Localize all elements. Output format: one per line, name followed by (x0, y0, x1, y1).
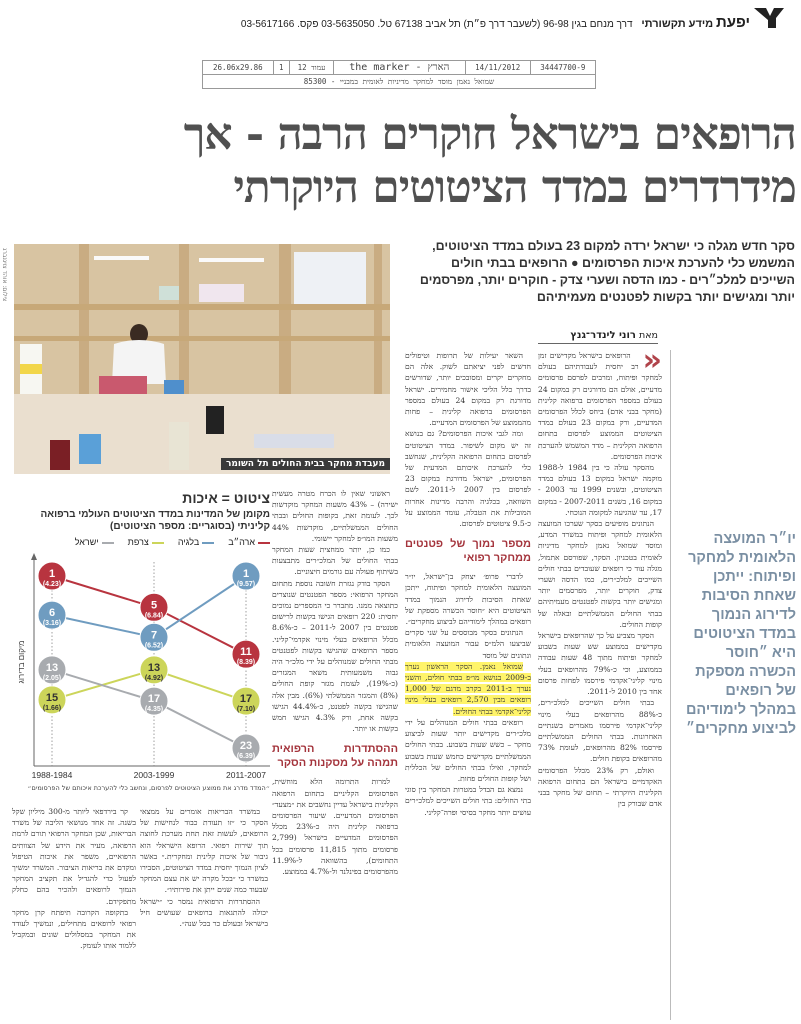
data-label-citations: (2.05) (42, 674, 62, 682)
chart-note: ״המדד מדרג את ממוצע הציטוטים לפרסום, ונחשב כלי להערכת איכותם של הפרסומים״ (27, 784, 270, 792)
x-tick-label: 1988-1984 (31, 770, 73, 780)
paragraph (405, 627, 531, 661)
data-label-citations: (9.57) (236, 581, 256, 588)
data-label-citations: (4.92) (144, 674, 164, 682)
byline (538, 330, 658, 344)
paragraph: הנתונים מופיעים בסקר שערכו המועצה הלאומית למחקר ופיתוח במשרד המדע, ומוסד שמואל נאמן למחקר מדיניות לאומית בטכניון. הסקר, שפורסם אתמול, מגלה עוד כי רופאים שעובדים בבתי חולים השייכים למלכ״רים, כמו הדסה ושערי צדק, חוקרים יותר, מפרסמים יותר ומגישים יותר בקשות לפטנטים מעמיתיהם בבתי החולים הממשלתיים ובאלה של קופות החולים. (538, 519, 662, 629)
clip-page: עמוד 12 (289, 61, 333, 75)
paragraph: ההסתדרות הרפואית נמסר כי ״ישראל יכולה להתגאות ברופאים שעושים חיל בישראל ובעולם כר בכל שנה״. (140, 896, 268, 929)
pull-quote: יו״ר המועצה הלאומית למחקר ופיתוח: ייתכן שאחת הסיבות לדירוג הנמוך במדד הציטוטים היא ״חוסר הכשרה מספקת של רופאים במהלך לימודיהם לביצוע מחקרים״ (685, 531, 796, 737)
data-label-citations: (1.66) (42, 704, 62, 712)
paragraph-highlighted (405, 661, 531, 717)
data-label-citations: (4.23) (42, 581, 62, 588)
clip-id: 34447700-9 (530, 61, 595, 75)
paragraph-text: הנתונים בסקר מבוססים על שני סקרים שביצעו הלמ״ס עבור המועצה הלאומית ונתונים של מוסד (405, 628, 531, 660)
article-column-3 (272, 488, 398, 1022)
legend-label: בלגיה (177, 537, 200, 547)
section-subheading-medical-association: ההסתדרות הרפואית תמהה על מסקנות הסקר (272, 743, 398, 770)
clip-size: 26.06x29.86 (203, 61, 274, 75)
legend-swatch (152, 542, 164, 544)
publication-name: the marker - הארץ (334, 61, 465, 75)
data-label-rank: 6 (48, 607, 56, 620)
article-column-4 (140, 806, 268, 1022)
contact-address: דרך מנחם בגין 96-98 (לשעבר דרך פ״ת) תל אביב 67138 טל. 03-5635050 פקס. 03-5617166 (240, 19, 633, 30)
column-divider (670, 350, 671, 1020)
data-label-rank: 1 (48, 568, 56, 580)
paragraph: כמו כן, יותר ממחצית שעות המחקר בבתי החולים של המלכ״רים מתבצעות בשיתוף פעולה עם גורמים חיצוניים. (272, 545, 398, 577)
chart-legend (14, 536, 270, 548)
article-column-2 (405, 350, 531, 1022)
legend-swatch (102, 542, 114, 544)
clipping-service-header (150, 14, 750, 31)
data-label-rank: 11 (240, 646, 252, 659)
y-axis-arrow-icon (31, 553, 37, 560)
data-label-rank: 15 (45, 691, 59, 704)
chart-title: ציטוט = איכות (182, 490, 270, 506)
brand-name: יפעת (715, 14, 750, 31)
paragraph: הסקר בודק נגזרת חשובה נוספת מתחום המחקר הרפואי: מספר הפטנטים שנוצרים כתוצאה ממנו. מתברר כי המספרים נמוכים יחסית: 220 רופאים הגישו בקשות לרישום פטנטים בין 2007 ל-2011 – כ-8.6% מכלל הרופאים בעלי מינוי אקדמי־קליני. מספר הרופאים שהגישו בקשות לפטנטים מבתי החולים שמנוהלים על ידי מלכ״ר היה גבוה משמעותית משאר המגזרים (כ-19%), לעומת מגזר קופת החולים (8%) והמגזר הממשלתי (6%). מבין אלה שהגישו בקשה לפטנט, כ-44.4% הגישו בקשה אחת, ורק 4.3% הגישו חמש בקשות או יותר. (272, 578, 398, 734)
legend-item (128, 537, 164, 547)
paragraph: נמצא גם הבדל במטרות המחקר בין סוגי בתי החולים: בתי חולים השייכים למלכ״רים עושים יותר מחקר בסיסי ופרה־קליני. (405, 785, 531, 817)
paragraph: בתקופה הקרובה תיפתח קרן מחקר רפואי לרופאים מתחילים, ונמשיך לעודד את המחקר במסלולים שונים ובמקביל ללמוד אותו לעומק. (12, 907, 136, 951)
legend-item (228, 537, 270, 547)
headline-line-1: הרופאים בישראל חוקרים הרבה - אך (183, 109, 796, 160)
clipping-metadata-table (202, 60, 596, 89)
yifat-logo-icon (752, 6, 786, 30)
clip-date: 14/11/2012 (465, 61, 530, 75)
clip-count: 1 (273, 61, 289, 75)
ranking-chart (14, 552, 270, 782)
quote-chevrons-icon: « (642, 350, 662, 378)
paragraph: בבתי חולים השייכים למלכ״רים, כ-88% מהרופאים בעלי מינוי קליני־אקדמי פירסמו מאמרים בשנתיים האחרונות. בבתי החולים הממשלתיים פירסמו 82% מהרופאים, לעומת 73% מהרופאים בקופת חולים. (538, 698, 662, 764)
data-label-rank: 5 (150, 599, 158, 612)
data-label-citations: (6.52) (144, 642, 164, 650)
legend-item (178, 537, 214, 547)
legend-swatch (202, 542, 214, 544)
data-label-rank: 17 (239, 693, 253, 706)
article-column-1 (538, 350, 662, 1022)
y-axis-label: מיקום בדירוג (17, 640, 26, 684)
article-subhead: סקר חדש מגלה כי ישראל ירדה למקום 23 בעולם במדד הציטוטים, המשמש כלי להערכת איכות הפרסומים ● הרופאים בבתי חולים השייכים למלכ״רים - כמו הדסה ושערי צדק - חוקרים יותר, מפרסמים יותר ומגישים יותר בקשות לפטנטים מעמיתיהם (419, 239, 795, 304)
article-column-5 (12, 806, 136, 1022)
client-name: שמואל נאמן מוסד למחקר מדיניות לאומית במבניי - 85300 (203, 75, 596, 89)
data-label-citations: (4.35) (144, 706, 164, 714)
paragraph: הסקר מצביע על כך שהרופאים בישראל מקדישים בממוצע שש שעות בשבוע למחקר ופיתוח מתוך 48 שעות עבודה בממוצע, וכי כ-79% מהרופאים בעלי מינוי קליני־אקדמי פירסמו לפחות פרסום אחד בין 2010 ל-2011. (538, 631, 662, 697)
section-subheading-patents: מספר נמוך של פטנטים ממחקר רפואי (405, 538, 531, 565)
legend-label: ישראל (74, 537, 99, 547)
data-label-citations: (3.16) (42, 620, 62, 628)
paragraph: השאר יעילות של תרופות וטיפולים חדשים לפני יציאתם לשוק. אלה הם מחקרים יקרים ומסובכים יותר, שדורשים בדרך כלל הליכי אישור מחמירים. ישראל מדורגת רק במקום 24 בעולם במספר הפרסומים ברפואה קלינית – פחות מהממוצע של הפרסומים המדעיים. (405, 351, 531, 428)
paragraph: ומה לגבי איכות הפרסומים? גם בנושא זה יש מקום לשיפור. במדד הציטוטים לפרסום בתחום הרפואה הקלינית, שנחשב כלי להערכת איכותם המדעית של הפרסומים, ישראל מדורגת במקום 23 לפרסום בין 2007 ל-2011. לשם השוואה, בכלגיה והרבה מדינות אחרות המובילות את הטבלה, עומד הממוצע על כ-9.5 ציטוטים לפרסום. (405, 429, 531, 529)
paragraph: ראשוני שאין לו הכרח מטרה מעשית ישירה) – 43% משעות המחקר מוקדשות לכך. לעומת זאת, בקופות החולים ובבתי החולים הממשלתיים, מוקדשות 44% משעות המו״פ למחקר יישומי. (272, 489, 398, 543)
chart-subtitle: מקומן של המדינות במדד הציטוטים העולמי ברפואה קליניתי (בסוגריים: מספר הציטוטים) (40, 509, 270, 532)
data-label-rank: 13 (147, 661, 161, 674)
paragraph: מהסקר עולה כי בין 1984 ל-1988 מוקמה ישראל במקום 13 בעולם במדד הציטוטים, ובשנים 1999 עד 2003 - במקום 16, בשנים 2007-2011 - במקום 17, עד שהגיעה למקומה הנוכחי. (538, 463, 662, 517)
byline-prefix: מאת (638, 330, 658, 341)
data-label-rank: 23 (239, 740, 253, 752)
data-label-citations: (6.84) (144, 612, 164, 620)
legend-swatch (258, 542, 270, 544)
legend-item (75, 537, 114, 547)
author-name: רוני לינדר־גנץ (570, 330, 636, 341)
data-label-rank: 1 (242, 568, 250, 580)
brand-subtitle: מידע תקשורתי (641, 18, 714, 30)
paragraph: רופאים בבתי חולים המנוהלים על ידי מלכ״רים מקדישים יותר שעות לביצוע מחקר – כשש שעות בשבוע. בבתי החולים הממשלתיים מקדישים כחמש שעות בשבוע למחקר, ואילו בבתי החולים של הכללית ושל קופות החולים פחות. (405, 717, 531, 783)
paragraph: במשרד הבריאות אומרים על ממצאי הסקר כי ״זו תעודת כבוד לנחישות של הרופאים, לעשות זאת תחת מערכת לחוצה תוך שירות רפואי. הרופא הישראלי הוא גיבור של איכות קלינית ומחקרית.״ באשר לציון הנמוך יחסית במדד הציטוטים, הסבירו במשרד כי ״בכל מקרה יש את עצם המחקר שבעוד כמה שנים ייתן את פירותיו״. (140, 807, 268, 895)
legend-label: צרפת (127, 537, 149, 547)
paragraph: הרופאים בישראל מקדישים זמן רב יחסית לעבודתיהם בעולם למחקר ופיתוח, ומרבים לפרסם פרסומים מדעיים, אולם הם מדורגים רק במקום 24 בעולם במספר הפרסומים ברפואה קלינית (מחקר בבני אדם) ביחס לכלל הפרסומים המדעיים, ורק במקום 23 בעולם במדד הציטוטים הממוצע לפרסום בתחום הרפואה הקלינית – מדד המשמש להערכת איכות הפרסומים. (538, 351, 662, 461)
photo-credit: צילום: אוהד צויגנברג (1, 248, 8, 302)
x-tick-label: 2003-1999 (133, 770, 175, 780)
x-tick-label: 2011-2007 (225, 770, 267, 780)
lab-photo (14, 244, 390, 474)
paragraph: למרות התרומה הלא מוחשית, הפרסומים הקליניים בתחום הרפואה הקלינית בישראל עדיין נחשבים את ״מצעד״ הפרסומים המדעיים. שיעור הפרסומים ברפואה קלינית היה כ-23% מכלל הפרסומים המדעיים בישראל (2,799 פרסומים מתוך 11,815 פרסומים בכל התחומים), בהשוואה ל-11.9% מהפרסומים בפינלנד ול-4.7% בממוצע. (272, 777, 398, 877)
data-label-rank: 13 (45, 661, 59, 674)
data-label-rank: 7 (150, 629, 158, 642)
data-label-citations: (7.10) (236, 706, 256, 714)
paragraph: קר בירדפאי ליותר מ-300 מיליון שקל בשנה. זה אחד מנושאי הליבה של משרד הבריאות, שכן המחקר הרפואי תורם לרמת הרפואה, מעיר את הידע של הצוותים הרפואיים, משפר את איכות הטיפול ומקדם את בריאות הציבור. המשרד ימשיך לפעול כדי להגדיל את תקציב המחקר הנמוך לרופאים ולהכיר בהם כחלק מתפקידם. (12, 807, 136, 906)
paragraph: לדברי פרופ׳ יצחק בן־ישראל, יו״ר המועצה הלאומית למחקר ופיתוח, ייתכן שאחת הסיבות לדירוג הנמוך במדד הציטוטים היא ״חוסר הכשרה מספקת של רופאים במהלך לימודיהם לביצוע מחקרים״. (405, 572, 531, 627)
article-headline (120, 108, 796, 214)
paragraph: ואולם, רק 23% מכלל הפרסומים האקדמיים בישראל הם בתחום הרפואה הקלינית היוקרתי – תחום של מחקר בבני אדם שבורק בין (538, 765, 662, 809)
lab-scene-image (14, 244, 390, 474)
photo-caption: מעבדת מחקר בבית החולים תל השומר (221, 458, 390, 470)
data-label-citations: (6.39) (236, 753, 256, 760)
legend-label: ארה״ב (228, 537, 255, 547)
data-label-citations: (8.39) (236, 659, 256, 667)
data-label-rank: 17 (147, 693, 161, 706)
headline-line-2: מידרדרים במדד הציטוטים היוקרתי (233, 162, 796, 213)
highlighted-text: שמואל נאמן. הסקר הראשון נערך ב-2009 בנושא מו״פ בבתי חולים, והשני נערך ב-2011 בקרב מדגם של 1,000 רופאים מבין 2,570 רופאים בעלי מינוי קליני־אקדמי בבתי החולים. (405, 661, 531, 716)
